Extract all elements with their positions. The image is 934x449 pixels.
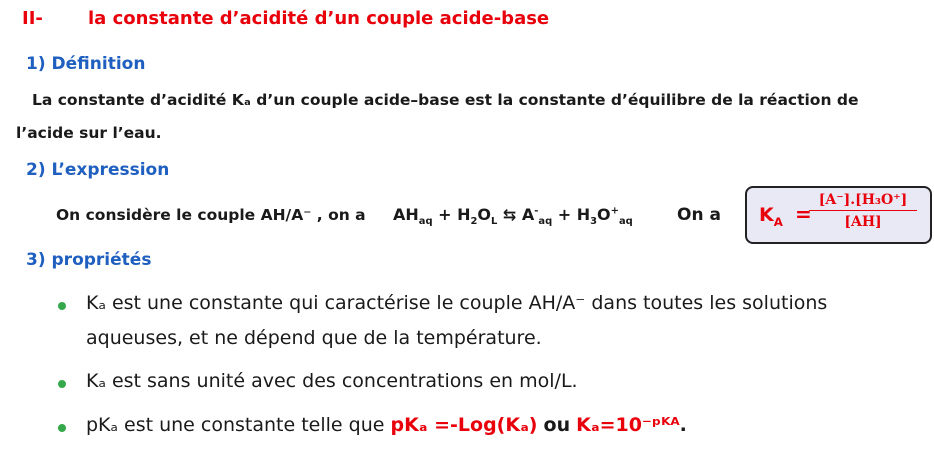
fraction-numerator: [A⁻].[H₃O⁺] bbox=[809, 192, 917, 211]
property-3 bbox=[86, 414, 687, 436]
on-a-label: On a bbox=[677, 205, 721, 225]
fraction-denominator: [AH] bbox=[844, 214, 882, 230]
property-1-line-2: aqueuses, et ne dépend que de la température. bbox=[86, 327, 542, 349]
or-word: ou bbox=[543, 414, 571, 436]
definition-line-1: La constante d’acidité Kₐ d’un couple acide–base est la constante d’équilibre de la réaction de bbox=[32, 91, 859, 109]
reaction-equation: $AH_{aq} + H_2O_L$ ⇆ $A^-_{aq} + H_3O^+_{aq}$ bbox=[393, 205, 633, 228]
bullet-icon bbox=[58, 424, 66, 432]
bullet-icon bbox=[58, 302, 66, 310]
ka-formula-box bbox=[745, 186, 932, 244]
pka-formula: pKₐ =-Log(Kₐ) bbox=[390, 414, 538, 436]
final-period: . bbox=[679, 414, 687, 436]
property-3-text: pKₐ est une constante telle que bbox=[86, 414, 385, 436]
ka-symbol: $K_A$ bbox=[759, 204, 783, 229]
property-2: Kₐ est sans unité avec des concentrations en mol/L. bbox=[86, 370, 578, 392]
section-number: II- bbox=[22, 8, 43, 29]
definition-line-2: l’acide sur l’eau. bbox=[16, 124, 162, 142]
heading-expression: 2) L’expression bbox=[26, 160, 170, 180]
equals-sign: = bbox=[795, 202, 812, 226]
section-title: la constante d’acidité d’un couple acide-base bbox=[88, 8, 550, 29]
property-1-line-1: Kₐ est une constante qui caractérise le couple AH/A⁻ dans toutes les solutions bbox=[86, 292, 828, 314]
ka-power-formula: Kₐ=10⁻ᵖᴷᴬ bbox=[576, 414, 680, 436]
bullet-icon bbox=[58, 380, 66, 388]
ka-fraction bbox=[809, 192, 917, 230]
expression-intro: On considère le couple AH/A⁻ , on a bbox=[56, 206, 366, 224]
heading-definition: 1) Définition bbox=[26, 54, 146, 74]
heading-properties: 3) propriétés bbox=[26, 250, 152, 270]
